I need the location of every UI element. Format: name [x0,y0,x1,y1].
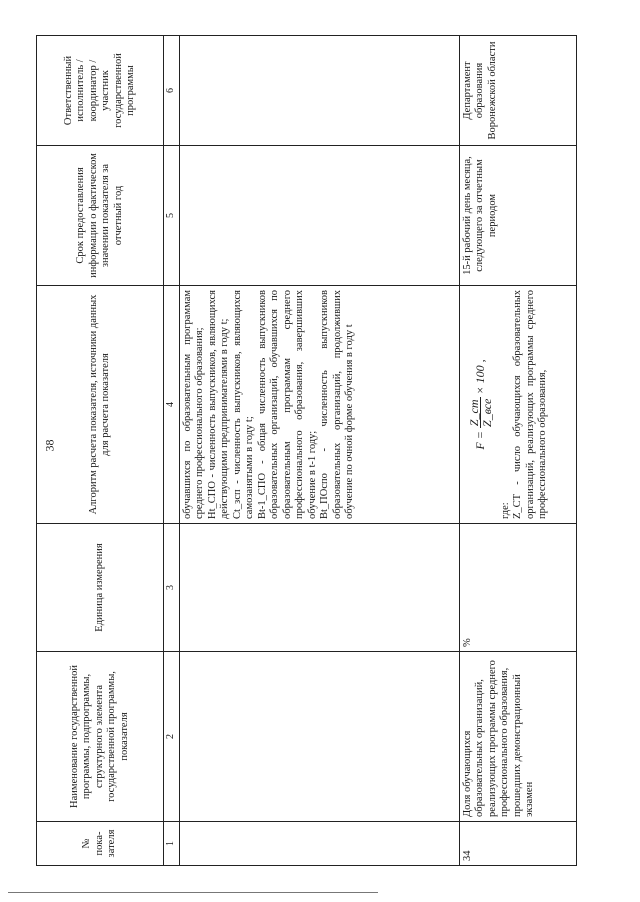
algorithm-line: Bt-1_СПО - общая численность выпускников образовательных организаций, обучавшихся по образовательным программам среднего профессионального образования, завершивших обучение в t-1 году; [256,290,318,519]
deadline-cell: 15-й рабочий день месяца, следующего за отчетным периодом [459,146,576,286]
header-deadline: Срок предоставления информации о фактическом значении показателя за отчетный год [37,146,164,286]
header-number: № пока-зателя [37,822,164,866]
column-number-2: 2 [164,652,180,822]
algorithm-line: Bt_ПОспо - численность выпускников образовательных организаций, продолживших обучение по очной форме обучения в году t [319,290,355,519]
column-number-5: 5 [164,146,180,286]
formula: F = Z_ст Z_все × 100 , [466,359,494,450]
column-number-4: 4 [164,286,180,524]
footer-rule [8,892,378,893]
algorithm-text: Z_СТ - число обучающихся образовательных организаций, реализующих программы среднего профессионального образования, [512,290,548,519]
header-name: Наименование государственной программы, подпрограммы, структурного элемента государственной программы, показателя [37,652,164,822]
header-algorithm: Алгоритм расчета показателя, источники данных для расчета показателя [37,286,164,524]
responsible-cell: Департамент образования Воронежской области [459,36,576,146]
table-row-34 [459,36,576,866]
algorithm-line: Ht_СПО - численность выпускников, являющихся действующими предпринимателями в году t; [206,290,230,519]
algorithm-cell [179,286,459,524]
column-number-6: 6 [164,36,180,146]
indicator-table [36,35,577,866]
column-number-3: 3 [164,524,180,652]
table-row-continued [179,36,459,866]
column-number-1: 1 [164,822,180,866]
rotated-table-container [36,36,604,866]
indicator-name: Доля обучающихся образовательных организаций, реализующих программы среднего профессионального образования, прошедших демонстрационный экзамен [459,652,576,822]
algorithm-line: Ct_зсп - численность выпускников, являющихся самозанятыми в году t; [231,290,255,519]
page-number: 38 [42,439,57,452]
algorithm-line: обучавшихся по образовательным программам среднего профессионального образования; [181,290,205,519]
algorithm-cell [459,286,576,524]
where-label: где: [499,502,511,519]
header-responsible: Ответственный исполнитель / координатор / участник государственной программы [37,36,164,146]
row-number: 34 [459,822,576,866]
formula-fraction: Z_ст Z_все [466,398,494,427]
indicator-unit: % [459,524,576,652]
header-unit: Единица измерения [37,524,164,652]
